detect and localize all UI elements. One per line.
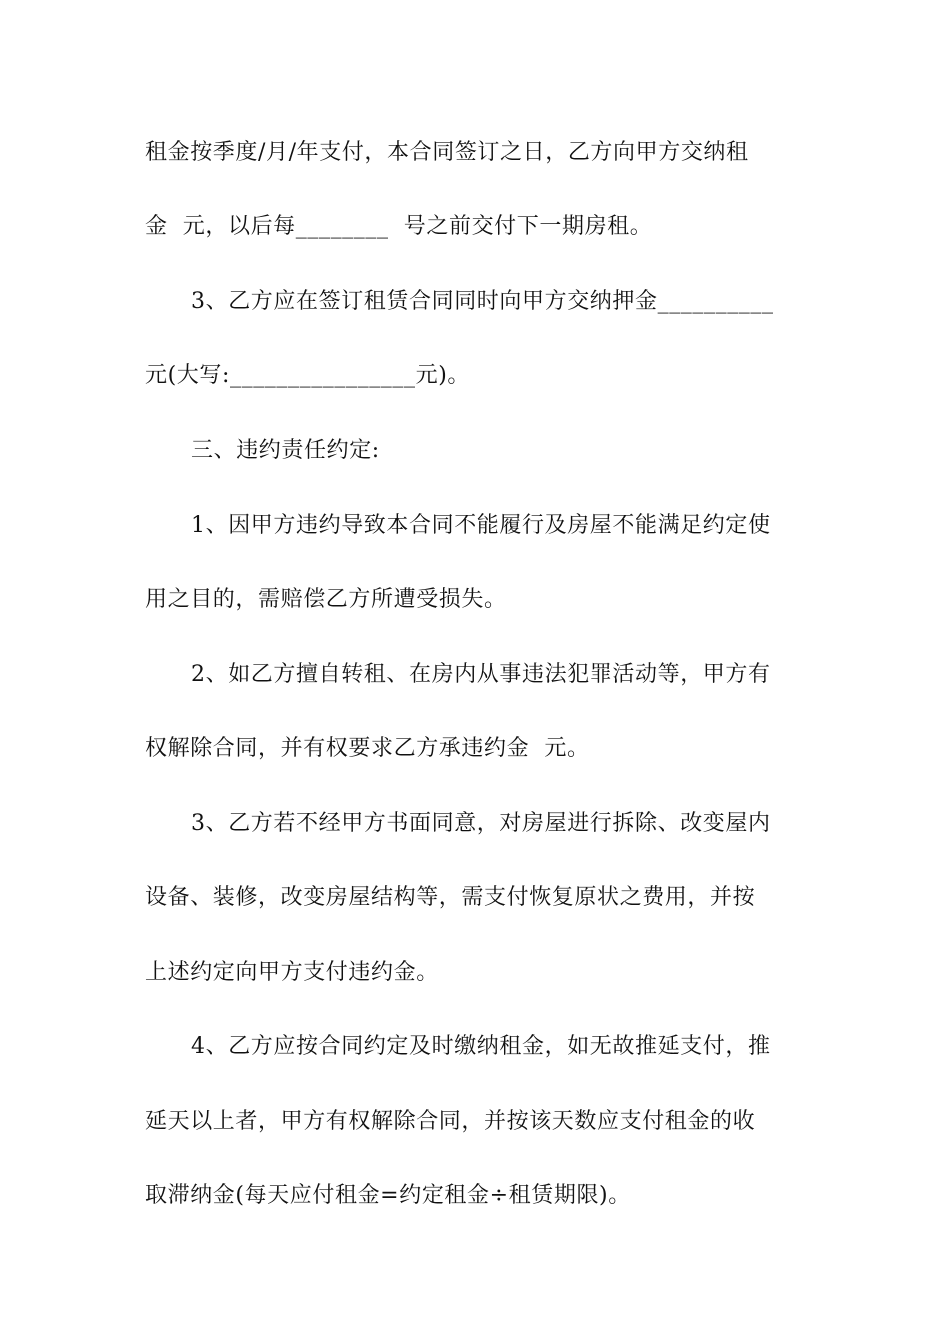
text-line: 金 元，以后每________ 号之前交付下一期房租。 <box>145 214 653 239</box>
paragraph-start: 1、因甲方违约导致本合同不能履行及房屋不能满足约定使 <box>191 513 771 538</box>
paragraph-start: 4、乙方应按合同约定及时缴纳租金，如无故推延支付，推 <box>191 1034 771 1059</box>
text-line: 延天以上者，甲方有权解除合同，并按该天数应支付租金的收 <box>145 1109 756 1134</box>
text-line: 元(大写:________________元)。 <box>145 363 470 388</box>
section-heading: 三、违约责任约定: <box>191 438 380 463</box>
paragraph-start: 2、如乙方擅自转租、在房内从事违法犯罪活动等，甲方有 <box>191 662 771 687</box>
text-line: 用之目的，需赔偿乙方所遭受损失。 <box>145 587 507 612</box>
paragraph-start: 3、乙方若不经甲方书面同意，对房屋进行拆除、改变屋内 <box>191 811 771 836</box>
text-line: 取滞纳金(每天应付租金=约定租金÷租赁期限)。 <box>145 1183 631 1208</box>
text-line: 租金按季度/月/年支付，本合同签订之日，乙方向甲方交纳租 <box>145 140 749 165</box>
text-line: 上述约定向甲方支付违约金。 <box>145 960 439 985</box>
text-line: 设备、装修，改变房屋结构等，需支付恢复原状之费用，并按 <box>145 885 756 910</box>
paragraph-start: 3、乙方应在签订租赁合同同时向甲方交纳押金__________ <box>191 289 774 314</box>
text-line: 权解除合同，并有权要求乙方承违约金 元。 <box>145 736 590 761</box>
